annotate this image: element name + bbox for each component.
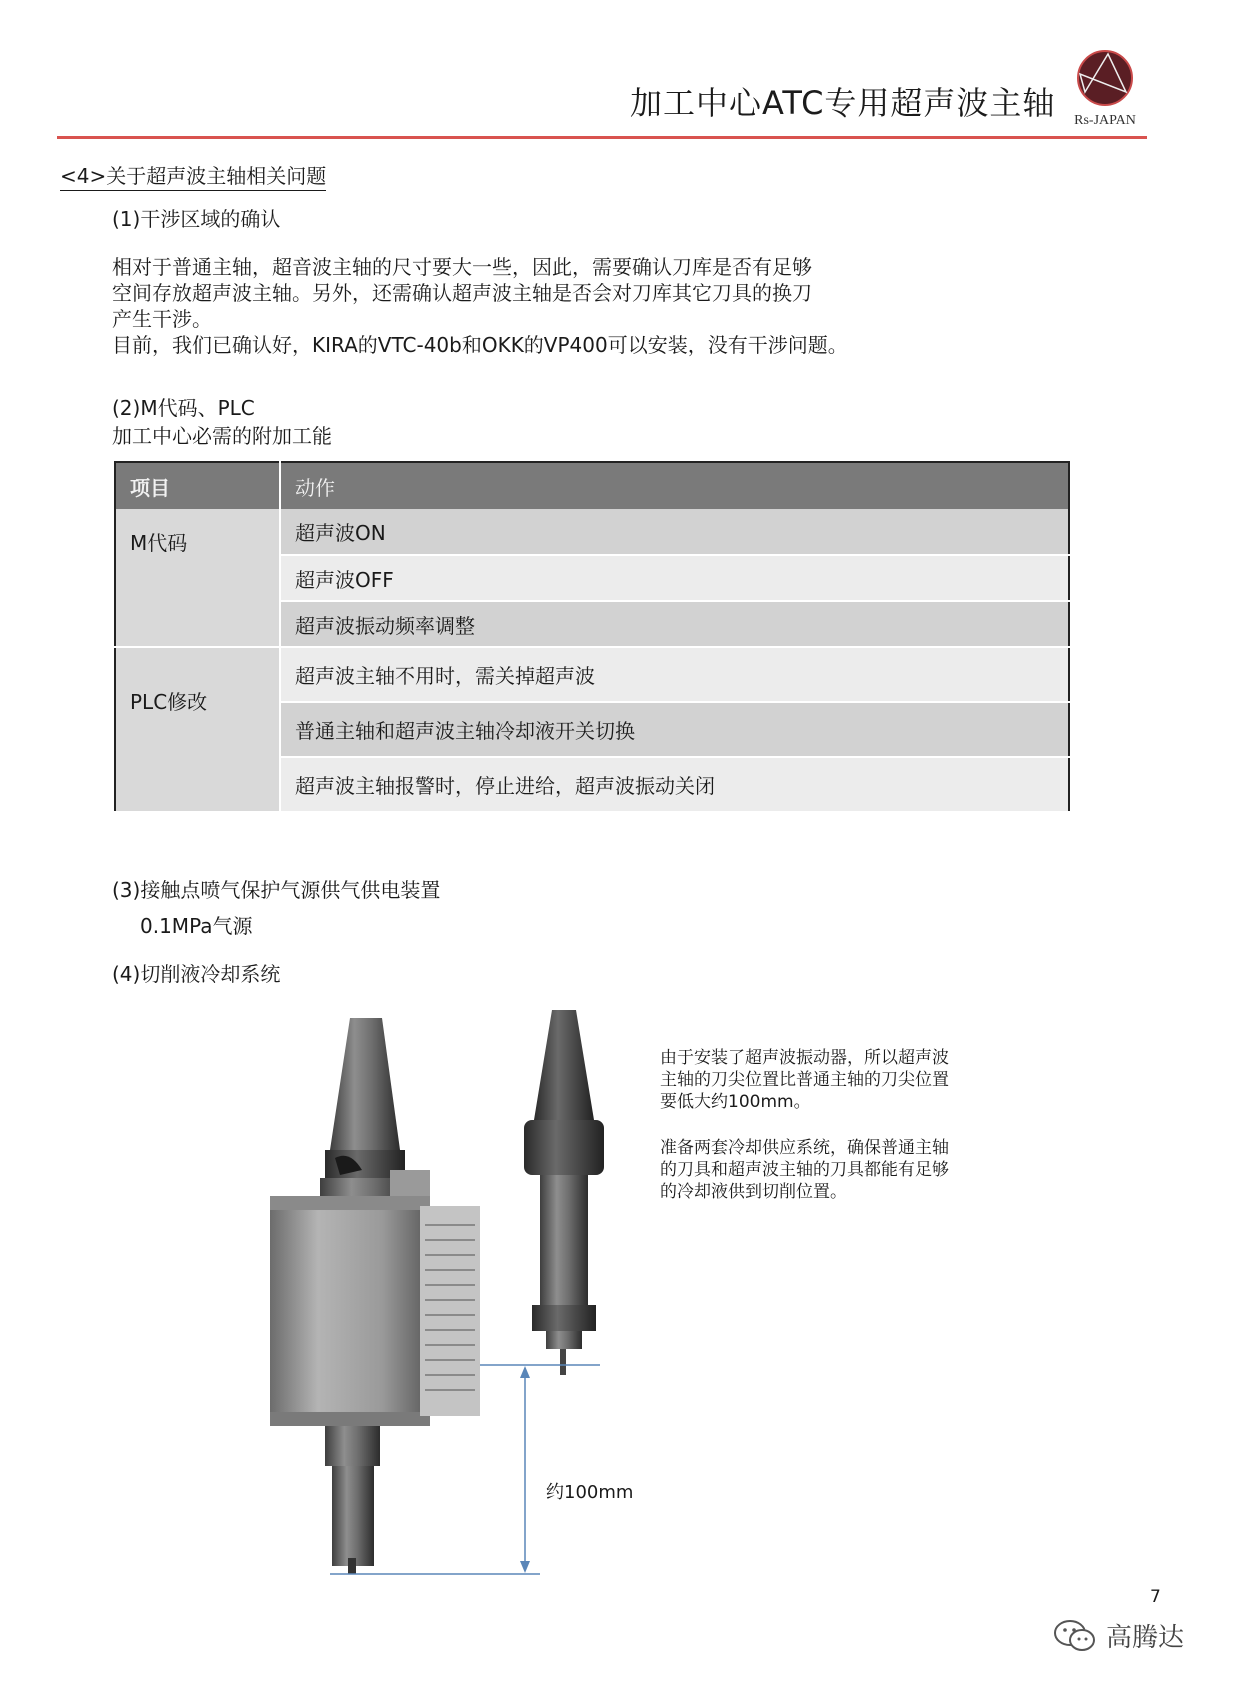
ultrasonic-spindle (270, 1018, 480, 1574)
item3-detail: 0.1MPa气源 (140, 914, 253, 938)
cooling-note-2: 准备两套冷却供应系统，确保普通主轴的刀具和超声波主轴的刀具都能有足够的冷却液供到切削位置。 (660, 1138, 949, 1202)
item1-line: 产生干涉。 (112, 307, 212, 331)
table-header-item: 项目 (115, 462, 280, 509)
table-item-cell: M代码 (115, 509, 280, 647)
item4-title: (4)切削液冷却系统 (112, 962, 281, 986)
table-row (115, 647, 1069, 702)
table-action-cell: 超声波ON (280, 509, 1069, 555)
standard-spindle (524, 1010, 604, 1375)
company-logo (1060, 40, 1150, 130)
wechat-icon (1052, 1618, 1098, 1654)
section-title: <4>关于超声波主轴相关问题 (60, 160, 326, 191)
header-divider (57, 136, 1147, 139)
table-action-cell: 普通主轴和超声波主轴冷却液开关切换 (280, 702, 1069, 757)
wechat-account-name: 高腾达 (1106, 1623, 1185, 1653)
item1-line: 空间存放超声波主轴。另外，还需确认超声波主轴是否会对刀库其它刀具的换刀 (112, 281, 812, 305)
item1-line: 相对于普通主轴，超音波主轴的尺寸要大一些，因此，需要确认刀库是否有足够 (112, 255, 812, 279)
table-action-cell: 超声波主轴不用时，需关掉超声波 (280, 647, 1069, 702)
item1-title: (1)干涉区域的确认 (112, 207, 281, 231)
mcode-plc-table (114, 461, 1070, 813)
page-number: 7 (1150, 1587, 1161, 1607)
table-item-cell: PLC修改 (115, 647, 280, 812)
table-action-cell: 超声波振动频率调整 (280, 601, 1069, 647)
document-title: 加工中心ATC专用超声波主轴 (630, 84, 1056, 122)
svg-text:Rs-JAPAN: Rs-JAPAN (1074, 113, 1136, 128)
table-header-action: 动作 (280, 462, 1069, 509)
cooling-note-1: 由于安装了超声波振动器，所以超声波主轴的刀尖位置比普通主轴的刀尖位置要低大约100mm。 (660, 1048, 949, 1112)
item1-paragraph (112, 254, 848, 358)
item3-title: (3)接触点喷气保护气源供气供电装置 (112, 878, 441, 902)
cooling-notes (660, 1047, 950, 1227)
wechat-watermark (1052, 1617, 1184, 1654)
table-header-row (115, 462, 1069, 509)
table-row (115, 509, 1069, 555)
table-action-cell: 超声波主轴报警时，停止进给，超声波振动关闭 (280, 757, 1069, 812)
item1-line: 目前，我们已确认好，KIRA的VTC-40b和OKK的VP400可以安装，没有干涉问题。 (112, 333, 848, 357)
table-action-cell: 超声波OFF (280, 555, 1069, 601)
dimension-label: 约100mm (546, 1482, 634, 1503)
item2-title: (2)M代码、PLC (112, 396, 255, 420)
item2-subtitle: 加工中心必需的附加工能 (112, 424, 332, 448)
